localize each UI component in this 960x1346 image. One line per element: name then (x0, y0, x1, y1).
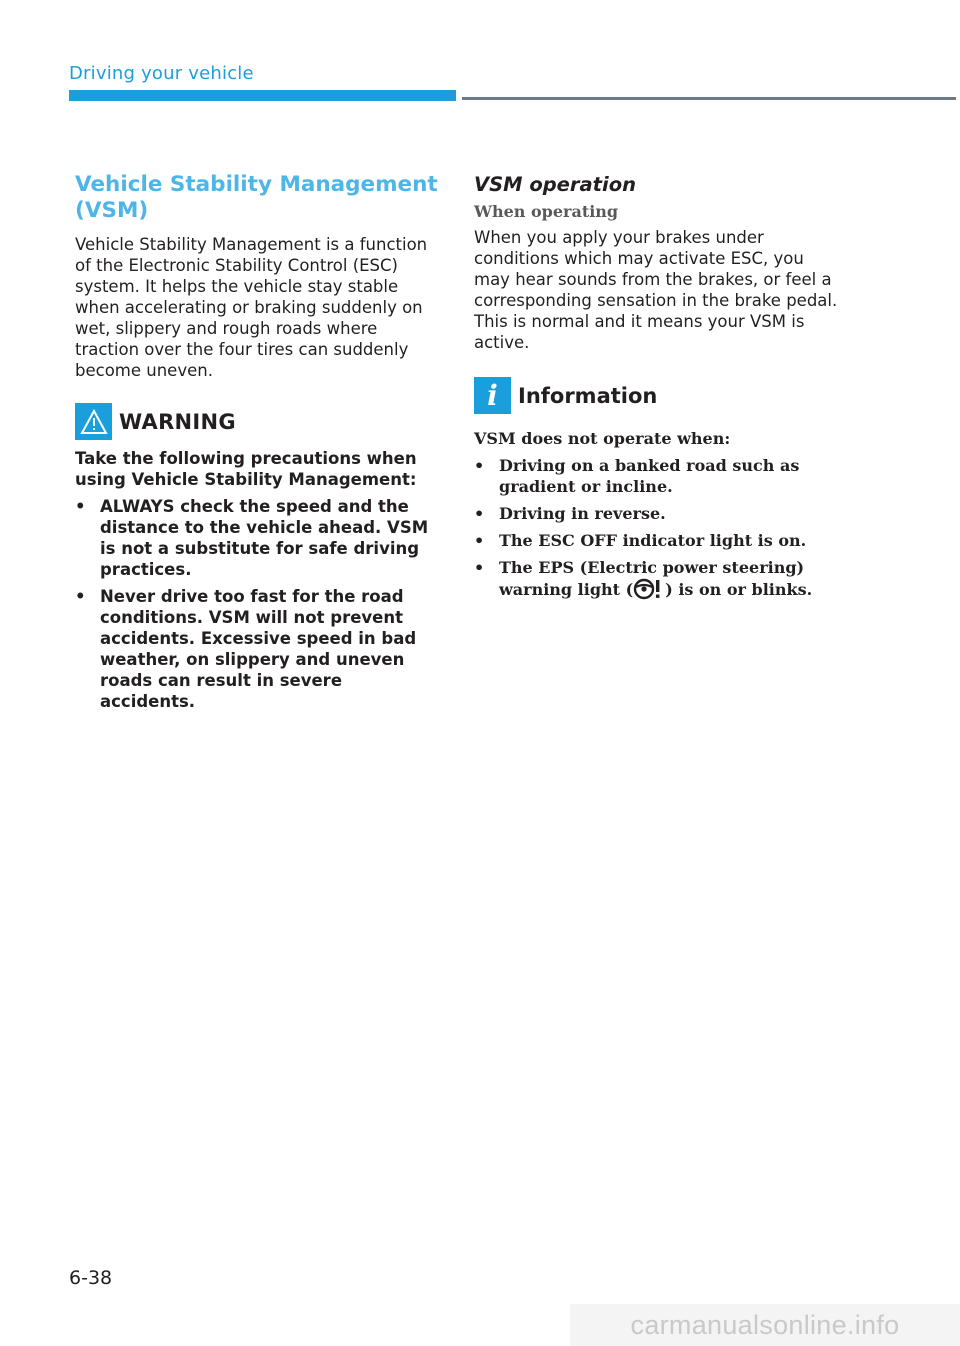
list-item: • The ESC OFF indicator light is on. (474, 530, 839, 551)
watermark: carmanualsonline.info (570, 1304, 960, 1346)
information-title: Information (518, 383, 658, 408)
list-item: • Never drive too fast for the road conditions. VSM will not prevent accidents. Excessive speed in bad weather, on slippery and uneven roads can result in severe accidents. (75, 586, 440, 712)
list-item (474, 557, 839, 600)
vsm-operation-description: When you apply your brakes under conditions which may activate ESC, you may hear sounds from the brakes, or feel a corresponding sensation in the brake pedal. This is normal and it means your VSM is active. (474, 228, 838, 352)
warning-intro: Take the following precautions when using Vehicle Stability Management: (75, 449, 417, 489)
left-column (75, 172, 440, 718)
warning-header (75, 403, 440, 440)
header-accent-bar (69, 90, 456, 101)
info-icon: i (474, 377, 511, 414)
eps-item-text-before: The EPS (Electric power steering) warning light ( (499, 558, 805, 599)
right-column (474, 172, 839, 606)
eps-item-text-after: ) is on or blinks. (665, 580, 813, 599)
list-item: • ALWAYS check the speed and the distance to the vehicle ahead. VSM is not a substitute for safe driving practices. (75, 496, 440, 580)
information-intro: VSM does not operate when: (474, 429, 731, 448)
vsm-title: Vehicle Stability Management (VSM) (75, 172, 438, 223)
list-item: • Driving on a banked road such as gradient or incline. (474, 455, 839, 497)
section-label: Driving your vehicle (69, 63, 254, 84)
vsm-description: Vehicle Stability Management is a function of the Electronic Stability Control (ESC) system. It helps the vehicle stay stable when accelerating or braking suddenly on wet, slippery and rough roads where traction over the four tires can suddenly become uneven. (75, 235, 428, 380)
warning-triangle-icon (75, 403, 112, 440)
information-header (474, 377, 839, 414)
page-number: 6-38 (69, 1267, 113, 1289)
header-rule (462, 97, 956, 100)
list-item: • Driving in reverse. (474, 503, 839, 524)
vsm-operation-title: VSM operation (474, 173, 636, 196)
warning-title: WARNING (119, 409, 236, 434)
warning-list (75, 496, 440, 712)
information-list (474, 455, 839, 600)
when-operating-subheading: When operating (474, 202, 619, 221)
eps-warning-icon (633, 578, 665, 600)
